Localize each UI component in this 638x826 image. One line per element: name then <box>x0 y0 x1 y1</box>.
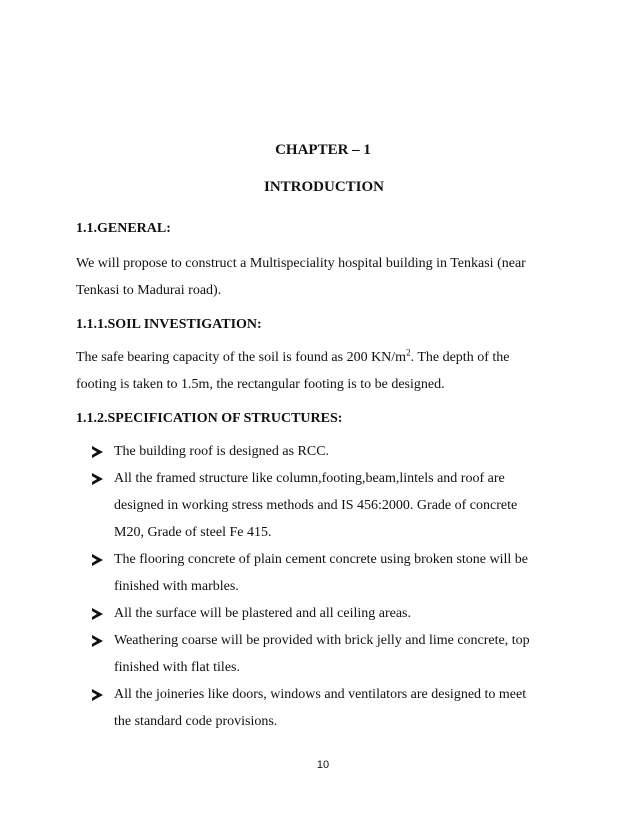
list-item-line: Weathering coarse will be provided with brick jelly and lime concrete, top <box>114 633 530 648</box>
list-item <box>92 600 562 627</box>
general-paragraph <box>76 250 556 304</box>
section-heading-specification: 1.1.2.SPECIFICATION OF STRUCTURES: <box>76 411 343 426</box>
specification-list <box>92 438 562 735</box>
arrow-bullet-icon <box>92 635 103 647</box>
list-item-line: designed in working stress methods and IS 456:2000. Grade of concrete <box>114 498 518 513</box>
paragraph-line: footing is taken to 1.5m, the rectangular footing is to be designed. <box>76 377 445 392</box>
list-item-line: All the joineries like doors, windows and ventilators are designed to meet <box>114 687 527 702</box>
chapter-title: INTRODUCTION <box>263 179 384 195</box>
arrow-bullet-icon <box>92 446 103 458</box>
list-item-line: The building roof is designed as RCC. <box>114 444 330 459</box>
paragraph-line: Tenkasi to Madurai road). <box>76 283 222 298</box>
arrow-bullet-icon <box>92 689 103 701</box>
arrow-bullet-icon <box>92 473 103 485</box>
list-item <box>92 438 562 465</box>
list-item-line: M20, Grade of steel Fe 415. <box>114 525 272 540</box>
list-item-line: All the surface will be plastered and all ceiling areas. <box>114 606 411 621</box>
chapter-number: CHAPTER – 1 <box>275 142 371 158</box>
list-item-line: The flooring concrete of plain cement concrete using broken stone will be <box>114 552 529 567</box>
superscript: 2 <box>406 347 411 358</box>
list-item <box>92 627 562 681</box>
list-item <box>92 681 562 735</box>
arrow-bullet-icon <box>92 608 103 620</box>
soil-paragraph <box>76 344 556 398</box>
paragraph-line <box>76 344 556 371</box>
soil-text: The safe bearing capacity of the soil is found as 200 KN/m <box>76 350 407 365</box>
list-item-line: All the framed structure like column,footing,beam,lintels and roof are <box>114 471 505 486</box>
list-item-line: the standard code provisions. <box>114 714 278 729</box>
list-item-line: finished with flat tiles. <box>114 660 240 675</box>
list-item <box>92 465 562 546</box>
page-number: 10 <box>316 759 330 771</box>
arrow-bullet-icon <box>92 554 103 566</box>
list-item <box>92 546 562 600</box>
paragraph-line: We will propose to construct a Multispeciality hospital building in Tenkasi (near <box>76 256 526 271</box>
list-item-line: finished with marbles. <box>114 579 239 594</box>
soil-text: . The depth of the <box>410 350 510 365</box>
section-heading-general: 1.1.GENERAL: <box>76 221 171 236</box>
section-heading-soil-investigation: 1.1.1.SOIL INVESTIGATION: <box>76 317 262 332</box>
